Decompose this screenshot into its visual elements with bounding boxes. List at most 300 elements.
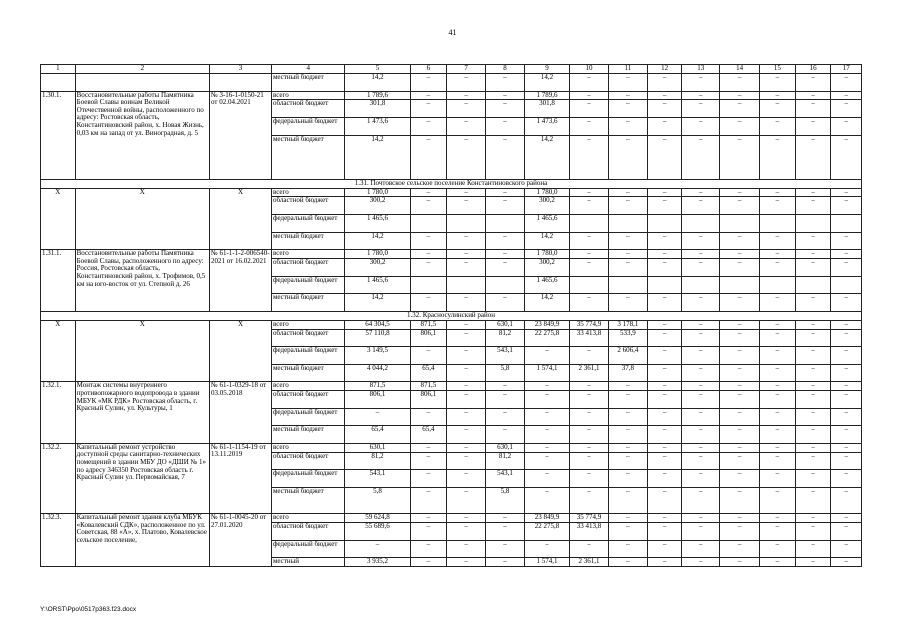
value-cell: – [608, 558, 647, 567]
value-cell: – [486, 540, 525, 558]
table-row [41, 74, 862, 92]
value-cell: – [410, 91, 447, 100]
budget-type-cell: областной бюджет [271, 197, 344, 215]
value-cell: – [720, 443, 760, 452]
value-cell: – [760, 74, 796, 92]
value-cell: – [410, 523, 447, 541]
value-cell: – [795, 117, 831, 135]
value-cell: – [447, 540, 486, 558]
value-cell: – [410, 135, 447, 179]
value-cell: – [760, 188, 796, 197]
value-cell: 543,1 [486, 470, 525, 488]
value-cell: – [447, 382, 486, 391]
value-cell [410, 214, 447, 232]
value-cell: – [608, 470, 647, 488]
table-row [41, 91, 862, 100]
value-cell: – [760, 232, 796, 250]
value-cell: – [682, 540, 720, 558]
value-cell: 533,9 [608, 329, 647, 347]
value-cell: – [410, 188, 447, 197]
value-cell: – [447, 347, 486, 365]
value-cell: – [524, 382, 569, 391]
value-cell: – [410, 197, 447, 215]
value-cell: – [570, 258, 609, 276]
value-cell: – [831, 294, 862, 312]
value-cell: 14,2 [524, 294, 569, 312]
value-cell: 65,4 [410, 364, 447, 382]
x-mark-cell: Х [210, 320, 272, 382]
value-cell: 1 465,6 [524, 276, 569, 294]
value-cell: – [682, 487, 720, 513]
value-cell: – [682, 364, 720, 382]
value-cell [760, 276, 796, 294]
value-cell: 543,1 [486, 347, 525, 365]
value-cell: – [410, 452, 447, 470]
value-cell: – [608, 188, 647, 197]
value-cell: 55 689,6 [345, 523, 410, 541]
value-cell: – [647, 470, 682, 488]
value-cell: – [831, 452, 862, 470]
value-cell: – [570, 232, 609, 250]
value-cell: – [410, 487, 447, 513]
value-cell: 806,1 [410, 329, 447, 347]
value-cell: – [682, 188, 720, 197]
budget-type-cell: федеральный бюджет [271, 117, 344, 135]
value-cell: 81,2 [345, 452, 410, 470]
value-cell: – [720, 258, 760, 276]
value-cell: – [831, 250, 862, 259]
value-cell [760, 214, 796, 232]
value-cell: – [486, 91, 525, 100]
value-cell: – [682, 470, 720, 488]
value-cell: 14,2 [345, 74, 410, 92]
value-cell: – [486, 514, 525, 523]
value-cell: 630,1 [345, 443, 410, 452]
value-cell: – [795, 558, 831, 567]
value-cell: 2 361,1 [570, 558, 609, 567]
item-number-cell: 1.31.1. [41, 250, 76, 312]
value-cell: – [570, 487, 609, 513]
value-cell: – [720, 250, 760, 259]
total-row [41, 320, 862, 329]
column-number: 9 [524, 65, 569, 74]
value-cell: – [608, 117, 647, 135]
value-cell: 2 361,1 [570, 364, 609, 382]
value-cell: – [720, 91, 760, 100]
value-cell [410, 276, 447, 294]
value-cell: – [647, 250, 682, 259]
value-cell: – [647, 540, 682, 558]
object-name-cell: Восстановительные работы Памятника Боевой Славы воинам Великой Отечественной войны, расположенного по адресу: Ростовская область, Константиновский район, х. Новая Жизнь, 0,03 км на запад от ул. Виноградная, д. 5 [75, 91, 209, 179]
value-cell: – [570, 294, 609, 312]
x-mark-cell: Х [75, 188, 209, 250]
value-cell: – [486, 391, 525, 409]
column-number: 13 [682, 65, 720, 74]
value-cell: – [682, 250, 720, 259]
value-cell: – [795, 514, 831, 523]
value-cell: – [447, 408, 486, 426]
value-cell: 81,2 [486, 452, 525, 470]
value-cell: – [486, 74, 525, 92]
value-cell: – [760, 135, 796, 179]
value-cell: – [682, 91, 720, 100]
section-header-row [41, 179, 862, 188]
value-cell: – [760, 250, 796, 259]
value-cell: – [647, 558, 682, 567]
value-cell: – [760, 294, 796, 312]
value-cell: 630,1 [486, 443, 525, 452]
value-cell: – [447, 487, 486, 513]
item-number-cell: 1.30.1. [41, 91, 76, 179]
budget-type-cell: областной бюджет [271, 258, 344, 276]
value-cell: – [447, 558, 486, 567]
value-cell: – [720, 514, 760, 523]
column-number: 3 [210, 65, 272, 74]
value-cell: – [647, 320, 682, 329]
value-cell: – [831, 320, 862, 329]
value-cell: 23 849,9 [524, 320, 569, 329]
value-cell: – [795, 74, 831, 92]
value-cell: – [608, 540, 647, 558]
value-cell: – [795, 540, 831, 558]
value-cell: – [795, 364, 831, 382]
value-cell: – [760, 523, 796, 541]
value-cell: – [795, 294, 831, 312]
value-cell: – [795, 382, 831, 391]
value-cell: 14,2 [345, 135, 410, 179]
value-cell: – [720, 426, 760, 444]
value-cell: – [647, 391, 682, 409]
value-cell: – [720, 470, 760, 488]
value-cell: – [608, 408, 647, 426]
value-cell: – [795, 258, 831, 276]
value-cell: 1 473,6 [524, 117, 569, 135]
value-cell: – [795, 320, 831, 329]
value-cell: – [831, 487, 862, 513]
item-number-cell: 1.32.1. [41, 382, 76, 444]
value-cell: – [795, 452, 831, 470]
value-cell: – [447, 426, 486, 444]
value-cell [682, 214, 720, 232]
value-cell: – [647, 100, 682, 118]
value-cell: – [831, 258, 862, 276]
value-cell: 14,2 [345, 294, 410, 312]
value-cell: – [647, 523, 682, 541]
value-cell: – [608, 426, 647, 444]
budget-type-cell: областной бюджет [271, 100, 344, 118]
value-cell: 65,4 [410, 426, 447, 444]
value-cell [647, 276, 682, 294]
value-cell: – [608, 232, 647, 250]
value-cell: – [760, 514, 796, 523]
value-cell: – [447, 294, 486, 312]
value-cell: – [795, 188, 831, 197]
value-cell: – [795, 443, 831, 452]
value-cell: – [524, 470, 569, 488]
value-cell: – [410, 232, 447, 250]
value-cell: – [647, 443, 682, 452]
value-cell: – [486, 294, 525, 312]
value-cell: – [410, 558, 447, 567]
section-title: 1.31. Почтовское сельское поселение Константиновского района [41, 179, 862, 188]
value-cell: 1 780,0 [524, 188, 569, 197]
value-cell: – [795, 197, 831, 215]
budget-type-cell: всего [271, 188, 344, 197]
value-cell: – [647, 408, 682, 426]
empty-cell [75, 74, 209, 92]
value-cell: – [795, 470, 831, 488]
value-cell [682, 276, 720, 294]
budget-type-cell: областной бюджет [271, 329, 344, 347]
value-cell: – [760, 426, 796, 444]
value-cell: – [647, 294, 682, 312]
value-cell: – [608, 197, 647, 215]
value-cell: 1 780,0 [345, 250, 410, 259]
value-cell: – [760, 540, 796, 558]
conclusion-number-cell: № 61-1-0329-18 от 03.05.2018 [210, 382, 272, 444]
value-cell: – [682, 523, 720, 541]
value-cell: – [831, 135, 862, 179]
value-cell: – [720, 188, 760, 197]
value-cell: – [795, 100, 831, 118]
budget-type-cell: всего [271, 443, 344, 452]
item-number-cell: 1.32.3. [41, 514, 76, 567]
value-cell: – [720, 294, 760, 312]
value-cell: – [447, 391, 486, 409]
value-cell: – [760, 382, 796, 391]
value-cell: – [524, 391, 569, 409]
value-cell: – [760, 452, 796, 470]
budget-type-cell: местный [271, 558, 344, 567]
value-cell: – [682, 347, 720, 365]
value-cell: – [410, 250, 447, 259]
value-cell: – [647, 329, 682, 347]
value-cell: – [447, 320, 486, 329]
value-cell: – [486, 250, 525, 259]
value-cell: – [447, 135, 486, 179]
value-cell: – [608, 91, 647, 100]
conclusion-number-cell: № 3-16-1-0150-21 от 02.04.2021 [210, 91, 272, 179]
table-body [41, 65, 862, 567]
value-cell: – [760, 347, 796, 365]
value-cell: – [682, 408, 720, 426]
value-cell: – [831, 100, 862, 118]
value-cell: – [608, 514, 647, 523]
value-cell: 35 774,9 [570, 320, 609, 329]
value-cell [608, 214, 647, 232]
column-number: 11 [608, 65, 647, 74]
value-cell: – [831, 540, 862, 558]
value-cell: – [524, 426, 569, 444]
value-cell: – [647, 347, 682, 365]
budget-type-cell: федеральный бюджет [271, 276, 344, 294]
value-cell: – [447, 74, 486, 92]
value-cell: – [760, 443, 796, 452]
section-title: 1.32. Красносулинский район [41, 311, 862, 320]
value-cell: – [410, 74, 447, 92]
value-cell: – [608, 487, 647, 513]
value-cell: – [447, 364, 486, 382]
value-cell: – [682, 197, 720, 215]
value-cell: – [608, 452, 647, 470]
value-cell: 4 044,2 [345, 364, 410, 382]
value-cell: 22 275,8 [524, 329, 569, 347]
value-cell: – [831, 329, 862, 347]
value-cell [486, 276, 525, 294]
x-mark-cell: Х [41, 188, 76, 250]
value-cell: – [570, 382, 609, 391]
budget-type-cell: всего [271, 250, 344, 259]
value-cell: – [682, 382, 720, 391]
value-cell: – [760, 197, 796, 215]
value-cell: – [608, 250, 647, 259]
value-cell: – [682, 320, 720, 329]
value-cell: – [831, 232, 862, 250]
value-cell: – [447, 188, 486, 197]
column-number: 15 [760, 65, 796, 74]
value-cell: – [720, 329, 760, 347]
budget-type-cell: местный бюджет [271, 364, 344, 382]
value-cell: – [570, 347, 609, 365]
value-cell: – [486, 382, 525, 391]
value-cell: – [410, 347, 447, 365]
value-cell: – [795, 347, 831, 365]
value-cell: – [647, 232, 682, 250]
value-cell: – [720, 100, 760, 118]
budget-type-cell: федеральный бюджет [271, 540, 344, 558]
value-cell: – [682, 232, 720, 250]
budget-type-cell: местный бюджет [271, 294, 344, 312]
value-cell: – [486, 117, 525, 135]
value-cell: 81,2 [486, 329, 525, 347]
value-cell: – [447, 470, 486, 488]
value-cell: – [760, 408, 796, 426]
conclusion-number-cell: № 61-1-0045-20 от 27.01.2020 [210, 514, 272, 567]
value-cell: – [720, 320, 760, 329]
value-cell: – [682, 452, 720, 470]
value-cell: – [570, 100, 609, 118]
value-cell: – [831, 382, 862, 391]
value-cell: – [831, 347, 862, 365]
value-cell: 37,8 [608, 364, 647, 382]
value-cell: – [410, 294, 447, 312]
value-cell [831, 214, 862, 232]
value-cell: – [720, 487, 760, 513]
value-cell: – [682, 426, 720, 444]
value-cell: – [647, 364, 682, 382]
value-cell: – [524, 347, 569, 365]
value-cell: – [831, 426, 862, 444]
total-row [41, 188, 862, 197]
value-cell: – [760, 258, 796, 276]
table-row [41, 250, 862, 259]
value-cell: – [831, 364, 862, 382]
object-name-cell: Монтаж системы внутреннего противопожарного водопровода в здании МБУК «МК РДК» Ростовская область, г. Красный Сулин, ул. Культуры, 1 [75, 382, 209, 444]
value-cell: – [720, 74, 760, 92]
table-row [41, 382, 862, 391]
value-cell [647, 214, 682, 232]
value-cell: – [486, 100, 525, 118]
value-cell: – [760, 391, 796, 409]
value-cell: – [570, 452, 609, 470]
value-cell: – [608, 100, 647, 118]
value-cell: – [410, 100, 447, 118]
value-cell: – [682, 135, 720, 179]
value-cell [795, 214, 831, 232]
value-cell: – [447, 258, 486, 276]
value-cell: 57 110,8 [345, 329, 410, 347]
value-cell: – [447, 91, 486, 100]
value-cell: – [831, 470, 862, 488]
value-cell: – [720, 232, 760, 250]
item-number-cell: 1.32.2. [41, 443, 76, 513]
value-cell: – [720, 540, 760, 558]
value-cell: – [410, 443, 447, 452]
value-cell: 300,2 [345, 197, 410, 215]
value-cell: – [720, 382, 760, 391]
value-cell: – [682, 117, 720, 135]
value-cell: 14,2 [345, 232, 410, 250]
value-cell: – [760, 100, 796, 118]
column-number: 8 [486, 65, 525, 74]
value-cell: – [831, 197, 862, 215]
table-row [41, 443, 862, 452]
value-cell: 543,1 [345, 470, 410, 488]
value-cell [447, 276, 486, 294]
budget-type-cell: федеральный бюджет [271, 347, 344, 365]
value-cell: – [608, 74, 647, 92]
value-cell: – [447, 117, 486, 135]
value-cell: – [647, 452, 682, 470]
value-cell: – [570, 91, 609, 100]
value-cell: 22 275,8 [524, 523, 569, 541]
empty-cell [41, 74, 76, 92]
value-cell: 871,5 [410, 382, 447, 391]
value-cell: 1 465,6 [524, 214, 569, 232]
value-cell: – [608, 294, 647, 312]
value-cell: 14,2 [524, 232, 569, 250]
value-cell: – [720, 523, 760, 541]
value-cell: – [647, 382, 682, 391]
value-cell: – [720, 558, 760, 567]
x-mark-cell: Х [210, 188, 272, 250]
budget-type-cell: местный бюджет [271, 232, 344, 250]
value-cell: – [795, 408, 831, 426]
value-cell: – [760, 487, 796, 513]
column-number: 12 [647, 65, 682, 74]
budget-type-cell: всего [271, 514, 344, 523]
value-cell: – [795, 391, 831, 409]
value-cell: 3 149,5 [345, 347, 410, 365]
value-cell: – [447, 523, 486, 541]
budget-type-cell: областной бюджет [271, 452, 344, 470]
value-cell: – [831, 514, 862, 523]
value-cell: 806,1 [410, 391, 447, 409]
value-cell [720, 214, 760, 232]
value-cell: – [831, 391, 862, 409]
value-cell: – [795, 135, 831, 179]
value-cell: – [410, 470, 447, 488]
value-cell [608, 276, 647, 294]
value-cell: – [831, 558, 862, 567]
value-cell: – [486, 258, 525, 276]
value-cell: – [720, 452, 760, 470]
value-cell: – [345, 540, 410, 558]
value-cell: 3 935,2 [345, 558, 410, 567]
value-cell: 1 789,6 [345, 91, 410, 100]
value-cell: – [608, 523, 647, 541]
value-cell: – [447, 329, 486, 347]
